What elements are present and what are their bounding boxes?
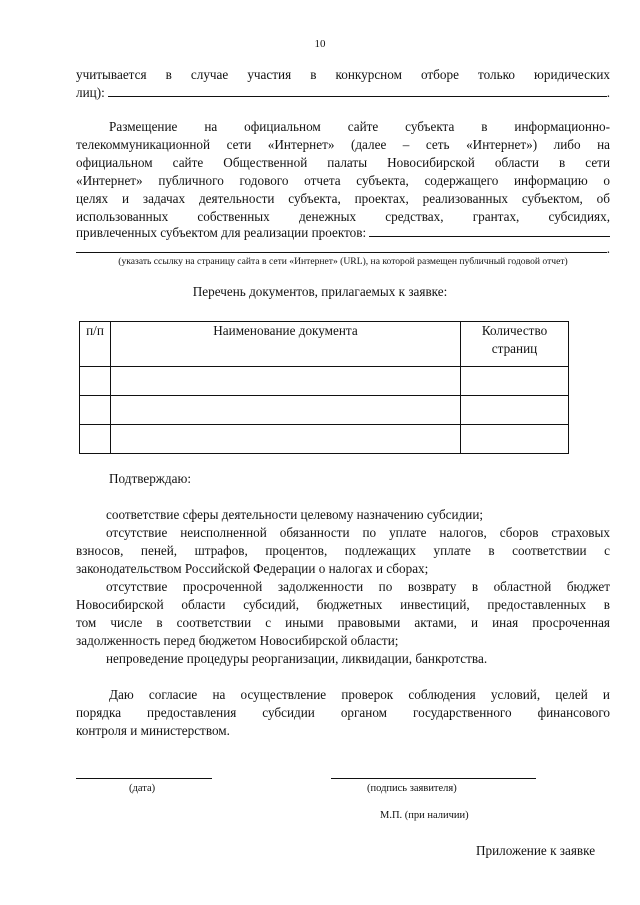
consent-line2: порядка предоставления субсидии органом государственного финансового <box>76 705 610 720</box>
confirm-item3-line1: отсутствие просроченной задолженности по возврату в областной бюджет <box>106 579 610 594</box>
table-cell[interactable] <box>111 425 461 454</box>
confirm-item4-line1: непроведение процедуры реорганизации, ликвидации, банкротства. <box>106 651 488 666</box>
page-number: 10 <box>314 38 326 50</box>
para2-line3: официальном сайте Общественной палаты Новосибирской области в сети <box>76 155 610 170</box>
col-number: п/п <box>80 322 111 367</box>
para1-line2 <box>76 84 610 102</box>
confirm-item2-line3: законодательством Российской Федерации о налогах и сборах; <box>76 561 429 576</box>
para1-line2-text: лиц): <box>76 85 105 100</box>
date-label: (дата) <box>129 783 156 794</box>
para2-line5: целях и задачах деятельности субъекта, проектах, реализованных субъектом, об <box>76 191 610 206</box>
para2-line6: использованных собственных денежных средствах, грантах, субсидиях, <box>76 209 610 224</box>
para2-line4: «Интернет» публичного годового отчета субъекта, содержащего информацию о <box>76 173 610 188</box>
table-cell[interactable] <box>111 396 461 425</box>
col-document-name: Наименование документа <box>111 322 461 367</box>
documents-table <box>79 321 569 454</box>
table-row[interactable] <box>80 425 569 454</box>
col-page-count <box>461 322 569 367</box>
confirm-item3-line3: том числе в соответствии с иными правовыми актами, и иная просроченная <box>76 615 610 630</box>
confirm-item1-line1: соответствие сферы деятельности целевому назначению субсидии; <box>106 507 484 522</box>
para1-line1: учитывается в случае участия в конкурсном отборе только юридических <box>76 67 610 82</box>
table-cell[interactable] <box>80 396 111 425</box>
url-blank-end: . <box>606 241 610 256</box>
url-blank-2[interactable] <box>76 240 607 253</box>
para2-last-line-text: привлеченных субъектом для реализации проектов: <box>76 225 367 240</box>
col-page-count-label: Количество страниц <box>481 323 548 356</box>
legal-entity-blank[interactable] <box>108 84 607 97</box>
table-cell[interactable] <box>461 425 569 454</box>
para2-line2: телекоммуникационной сети «Интернет» (далее – сеть «Интернет») либо на <box>76 137 610 152</box>
confirm-item2-line2: взносов, пеней, штрафов, процентов, подлежащих уплате в соответствии с <box>76 543 610 558</box>
table-header-row <box>80 322 569 367</box>
table-cell[interactable] <box>461 367 569 396</box>
date-line[interactable] <box>76 778 212 779</box>
confirm-item3-line4: задолженность перед бюджетом Новосибирской области; <box>76 633 399 648</box>
confirm-title: Подтверждаю: <box>109 471 191 486</box>
confirm-item2-line1: отсутствие неисполненной обязанности по уплате налогов, сборов страховых <box>106 525 610 540</box>
signature-line[interactable] <box>331 778 536 779</box>
table-cell[interactable] <box>80 425 111 454</box>
para1-line2-end: . <box>606 85 610 100</box>
table-row[interactable] <box>80 396 569 425</box>
table-cell[interactable] <box>461 396 569 425</box>
signature-label: (подпись заявителя) <box>367 783 457 794</box>
documents-heading: Перечень документов, прилагаемых к заявке: <box>192 284 448 299</box>
table-cell[interactable] <box>111 367 461 396</box>
table-cell[interactable] <box>80 367 111 396</box>
confirm-item3-line2: Новосибирской области субсидий, бюджетных инвестиций, предоставленных в <box>76 597 610 612</box>
stamp-label: М.П. (при наличии) <box>380 810 469 821</box>
url-blank[interactable] <box>369 224 610 237</box>
table-row[interactable] <box>80 367 569 396</box>
consent-line1: Даю согласие на осуществление проверок соблюдения условий, целей и <box>109 687 610 702</box>
url-caption: (указать ссылку на страницу сайта в сети «Интернет» (URL), на которой размещен публичный годовой отчет) <box>118 256 568 267</box>
appendix-label: Приложение к заявке <box>476 843 596 858</box>
consent-line3: контроля и министерством. <box>76 723 230 738</box>
para2-line1: Размещение на официальном сайте субъекта в информационно- <box>109 119 610 134</box>
